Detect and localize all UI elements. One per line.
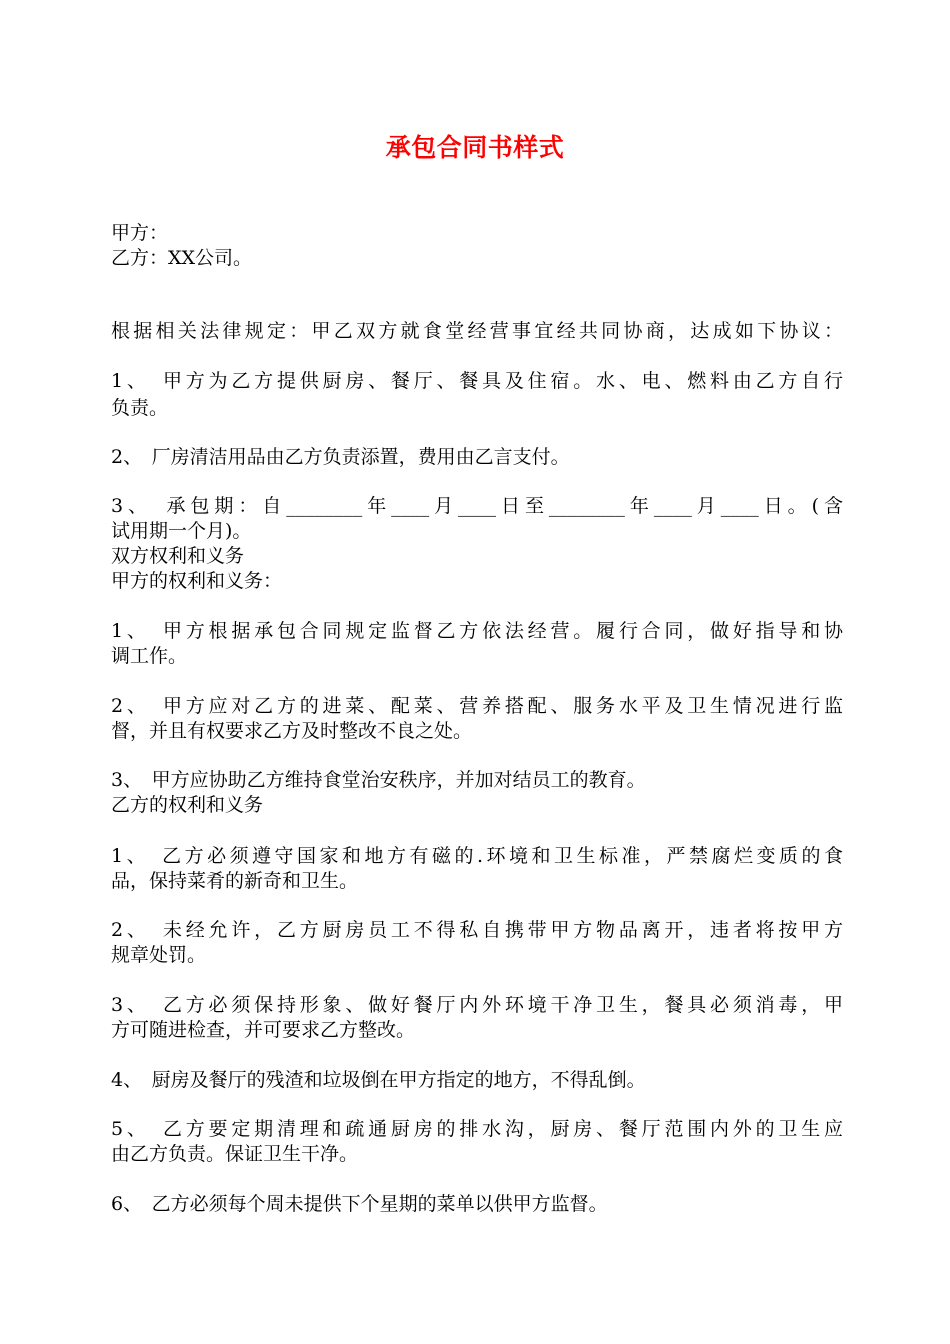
party-a-item-3: 3、 甲方应协助乙方维持食堂治安秩序，并加对结员工的教育。 (111, 769, 646, 791)
party-b-item-5-line-2: 由乙方负责。保证卫生干净。 (111, 1143, 359, 1165)
party-b-item-2-line-2: 规章处罚。 (111, 944, 207, 966)
party-b-item-3-line-1: 3、 乙方必须保持形象、做好餐厅内外环境干净卫生，餐具必须消毒，甲 (111, 994, 843, 1016)
party-b-item-4: 4、 厨房及餐厅的残渣和垃圾倒在甲方指定的地方，不得乱倒。 (111, 1069, 646, 1091)
party-b-item-1-line-1: 1、 乙方必须遵守国家和地方有磁的.环境和卫生标准，严禁腐烂变质的食 (111, 845, 843, 867)
party-a-item-1-line-1: 1、 甲方根据承包合同规定监督乙方依法经营。履行合同，做好指导和协 (111, 620, 843, 642)
party-a-section-heading: 甲方的权利和义务： (111, 570, 283, 592)
document-title: 承包合同书样式 (385, 133, 565, 162)
party-a-item-2-line-1: 2、 甲方应对乙方的进菜、配菜、营养搭配、服务水平及卫生情况进行监 (111, 695, 843, 717)
party-b-section-heading: 乙方的权利和义务 (111, 794, 264, 816)
party-a-item-1-line-2: 调工作。 (111, 645, 188, 667)
general-item-1-line-2: 负责。 (111, 397, 169, 419)
party-a-line: 甲方： (111, 222, 169, 244)
party-b-line: 乙方：XX公司。 (111, 247, 253, 269)
party-b-item-5-line-1: 5、 乙方要定期清理和疏通厨房的排水沟，厨房、餐厅范围内外的卫生应 (111, 1118, 843, 1140)
party-b-item-6: 6、 乙方必须每个周未提供下个星期的菜单以供甲方监督。 (111, 1193, 608, 1215)
party-b-item-2-line-1: 2、 未经允许，乙方厨房员工不得私自携带甲方物品离开，违者将按甲方 (111, 919, 843, 941)
general-item-3-line-1: 3、 承包期：自________年____月____日至________年____月____日。(含 (111, 495, 843, 517)
general-item-3-line-2: 试用期一个月)。 (111, 520, 252, 542)
party-a-item-2-line-2: 督，并且有权要求乙方及时整改不良之处。 (111, 720, 473, 742)
intro-paragraph: 根据相关法律规定：甲乙双方就食堂经营事宜经共同协商，达成如下协议： (111, 320, 843, 342)
general-item-1-line-1: 1、 甲方为乙方提供厨房、餐厅、餐具及住宿。水、电、燃料由乙方自行 (111, 370, 843, 392)
general-item-2: 2、 厂房清洁用品由乙方负责添置，费用由乙言支付。 (111, 446, 570, 468)
party-b-item-3-line-2: 方可随进检查，并可要求乙方整改。 (111, 1019, 416, 1041)
rights-heading: 双方权利和义务 (111, 545, 245, 567)
party-b-item-1-line-2: 品，保持菜肴的新奇和卫生。 (111, 870, 359, 892)
